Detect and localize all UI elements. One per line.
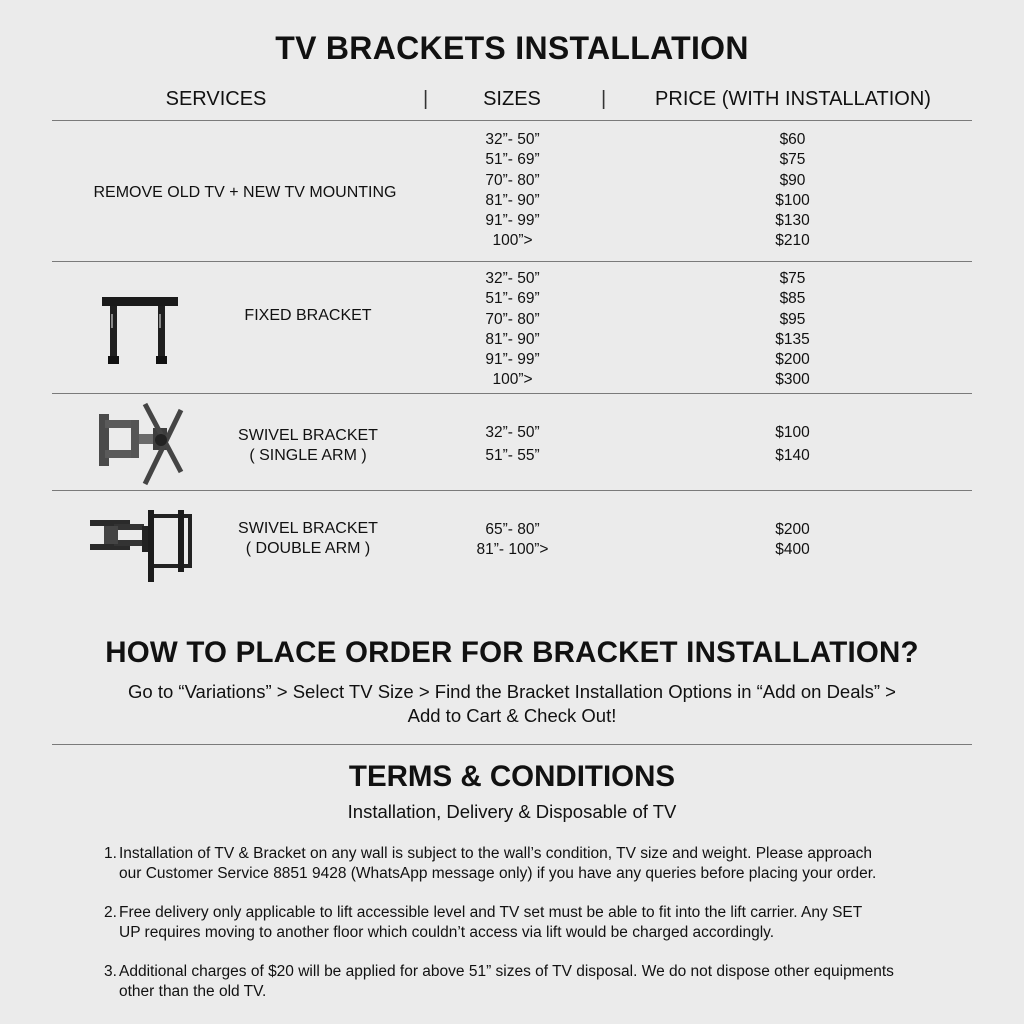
divider [52, 744, 972, 745]
price-value: $100 [775, 191, 810, 209]
price-value: $210 [775, 232, 810, 250]
service-swivel-double-arm [218, 519, 398, 559]
term-item [104, 903, 954, 942]
header-separator: | [423, 88, 429, 110]
fixed-bracket-icon [100, 294, 180, 368]
service-fixed-bracket: FIXED BRACKET [244, 307, 372, 324]
term-line: UP requires moving to another floor which couldn’t access via lift would be charged accordingly. [119, 923, 775, 941]
divider [52, 490, 972, 491]
size-value: 81”- 100”> [476, 541, 549, 559]
price-value: $95 [779, 310, 806, 328]
divider [52, 120, 972, 121]
term-line: other than the old TV. [119, 982, 267, 1000]
order-line: Go to “Variations” > Select TV Size > Find the Bracket Installation Options in “Add on Deals” > [128, 681, 896, 702]
service-remove-old-tv: REMOVE OLD TV + NEW TV MOUNTING [93, 184, 397, 201]
price-value: $300 [775, 371, 810, 389]
size-value: 51”- 69” [485, 151, 540, 169]
size-value: 51”- 55” [485, 447, 540, 464]
order-heading: HOW TO PLACE ORDER FOR BRACKET INSTALLATION? [105, 636, 919, 669]
price-value: $130 [775, 212, 810, 230]
size-value: 91”- 99” [485, 351, 540, 369]
prices-list [725, 421, 860, 467]
order-line: Add to Cart & Check Out! [407, 705, 617, 726]
term-number: 3. [104, 963, 117, 980]
term-line: Free delivery only applicable to lift accessible level and TV set must be able to fit into the lift carrier. Any SET [119, 904, 863, 921]
service-line: ( DOUBLE ARM ) [245, 540, 371, 557]
price-value: $200 [775, 521, 810, 538]
price-value: $200 [775, 351, 810, 369]
price-value: $85 [779, 290, 806, 308]
size-value: 32”- 50” [485, 131, 540, 148]
sizes-list [440, 269, 585, 391]
term-number: 1. [104, 845, 117, 862]
header-price: PRICE (WITH INSTALLATION) [655, 88, 931, 110]
term-line: Additional charges of $20 will be applied for above 51” sizes of TV disposal. We do not dispose other equipments [119, 963, 894, 980]
divider [52, 261, 972, 262]
term-line: our Customer Service 8851 9428 (WhatsApp message only) if you have any queries before placing your order. [119, 864, 877, 882]
order-instructions [80, 680, 944, 728]
price-value: $400 [775, 541, 810, 559]
size-value: 70”- 80” [485, 171, 540, 189]
service-line: SWIVEL BRACKET [238, 427, 378, 444]
prices-list [725, 520, 860, 561]
size-value: 100”> [492, 371, 533, 389]
term-item [104, 962, 954, 1001]
prices-list [725, 130, 860, 252]
size-value: 32”- 50” [485, 424, 540, 441]
price-value: $75 [779, 151, 806, 169]
term-item [104, 844, 954, 883]
terms-heading: TERMS & CONDITIONS [348, 760, 676, 793]
size-value: 100”> [492, 232, 533, 250]
divider [52, 393, 972, 394]
price-value: $135 [775, 330, 810, 348]
size-value: 32”- 50” [485, 270, 540, 287]
price-value: $75 [779, 270, 806, 287]
size-value: 65”- 80” [485, 521, 540, 538]
size-value: 70”- 80” [485, 310, 540, 328]
header-services: SERVICES [165, 88, 267, 110]
header-sizes: SIZES [483, 88, 541, 110]
service-line: SWIVEL BRACKET [238, 520, 378, 537]
double-arm-bracket-icon [86, 506, 196, 586]
price-value: $140 [775, 447, 810, 464]
size-value: 51”- 69” [485, 290, 540, 308]
prices-list [725, 269, 860, 391]
term-line: Installation of TV & Bracket on any wall is subject to the wall’s condition, TV size and weight. Please approach [119, 845, 873, 862]
single-arm-bracket-icon [95, 400, 187, 490]
size-value: 81”- 90” [485, 191, 540, 209]
sizes-list [440, 130, 585, 252]
header-separator: | [601, 88, 607, 110]
price-value: $60 [779, 131, 806, 148]
terms-subheading: Installation, Delivery & Disposable of TV [347, 801, 677, 822]
sizes-list [440, 421, 585, 467]
page-title: TV BRACKETS INSTALLATION [275, 30, 749, 66]
size-value: 91”- 99” [485, 212, 540, 230]
size-value: 81”- 90” [485, 330, 540, 348]
price-value: $90 [779, 171, 806, 189]
service-line: ( SINGLE ARM ) [249, 447, 367, 464]
sizes-list [440, 520, 585, 561]
service-swivel-single-arm [218, 426, 398, 466]
price-value: $100 [775, 424, 810, 441]
term-number: 2. [104, 904, 117, 921]
